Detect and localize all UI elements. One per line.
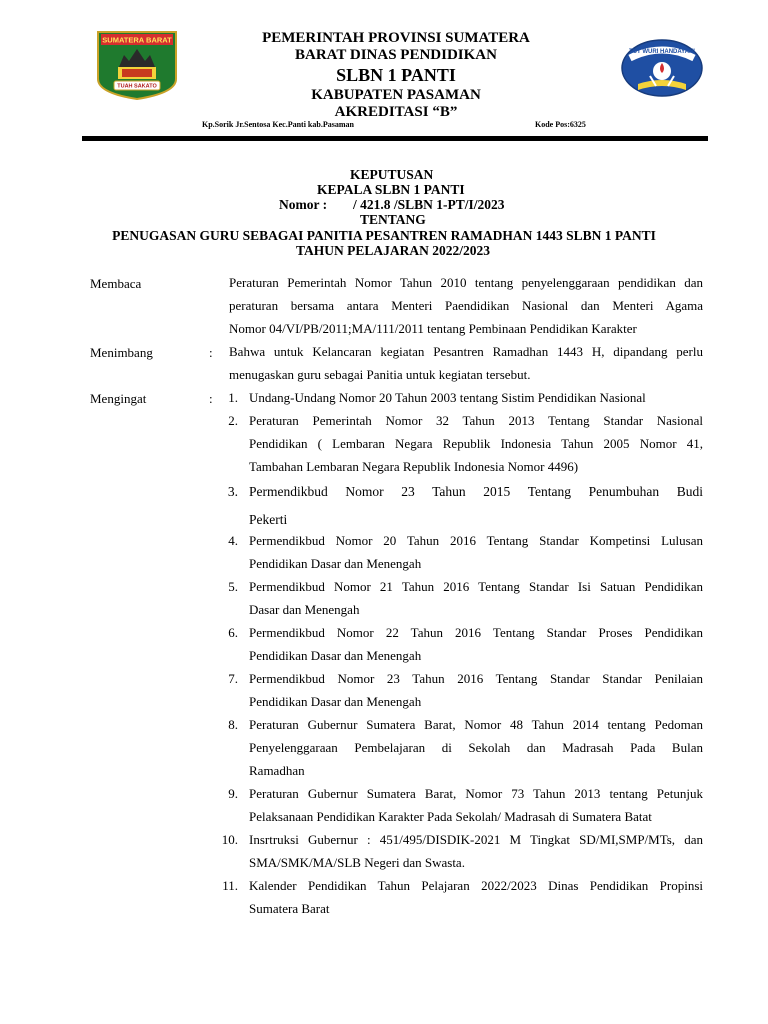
item-number: 7.: [228, 671, 238, 686]
letterhead-address: Kp.Sorik Jr.Sentosa Kec.Panti kab.Pasaman: [202, 120, 354, 129]
item-line: Pekerti: [249, 512, 288, 527]
letterhead-postcode: Kode Pos:6325: [535, 120, 586, 129]
mengingat-colon: :: [209, 391, 213, 406]
decree-subject-line2: TAHUN PELAJARAN 2022/2023: [296, 243, 491, 258]
item-line: Ramadhan: [249, 763, 305, 778]
item-line: Penyelenggaraan Pembelajaran di Sekolah dan Madrasah Pada Bulan: [249, 740, 703, 755]
item-line: Pendidikan Dasar dan Menengah: [249, 648, 422, 663]
item-line: Permendikbud Nomor 23 Tahun 2015 Tentang Penumbuhan Budi: [249, 484, 703, 499]
item-number: 5.: [228, 579, 238, 594]
membaca-label: Membaca: [90, 276, 142, 291]
item-number: 8.: [228, 717, 238, 732]
mengingat-label: Mengingat: [90, 391, 147, 406]
item-number: 6.: [228, 625, 238, 640]
item-line: Tambahan Lembaran Negara Republik Indonesia Nomor 4496): [249, 459, 579, 474]
sumatera-barat-emblem-logo: [94, 29, 180, 101]
item-line: Peraturan Gubernur Sumatera Barat, Nomor 48 Tahun 2014 tentang Pedoman: [249, 717, 703, 732]
emblem-banner-text: SUMATERA BARAT: [102, 35, 172, 45]
decree-number-label: Nomor :: [279, 197, 328, 212]
item-number: 9.: [228, 786, 238, 801]
item-number: 10.: [221, 832, 238, 847]
item-line: Kalender Pendidikan Tahun Pelajaran 2022/2023 Dinas Pendidikan Propinsi: [249, 878, 703, 893]
decree-issuer: KEPALA SLBN 1 PANTI: [317, 182, 465, 197]
item-line: Sumatera Barat: [249, 901, 330, 916]
membaca-text: [229, 271, 703, 340]
item-line: Pelaksanaan Pendidikan Karakter Pada Sekolah/ Madrasah di Sumatera Batat: [249, 809, 652, 824]
item-line: Peraturan Pemerintah Nomor 32 Tahun 2013 Tentang Standar Nasional: [249, 413, 703, 428]
tut-wuri-handayani-logo: [620, 38, 704, 98]
letterhead-government: PEMERINTAH PROVINSI SUMATERA: [262, 30, 530, 46]
item-line: SMA/SMK/MA/SLB Negeri dan Swasta.: [249, 855, 465, 870]
decree-number-value: / 421.8 /SLBN 1-PT/I/2023: [353, 197, 505, 212]
membaca-line: peraturan bersama antara Menteri Paendidikan Nasional dan Menteri Agama: [229, 298, 703, 313]
item-line: Peraturan Gubernur Sumatera Barat, Nomor 73 Tahun 2013 tentang Petunjuk: [249, 786, 703, 801]
decree-about: TENTANG: [360, 212, 426, 227]
membaca-line: Peraturan Pemerintah Nomor Tahun 2010 tentang penyelenggaraan pendidikan dan: [229, 275, 703, 290]
item-number: 2.: [228, 413, 238, 428]
item-line: Permendikbud Nomor 21 Tahun 2016 Tentang Standar Isi Satuan Pendidikan: [249, 579, 703, 594]
letterhead-divider: [82, 136, 708, 141]
item-line: Insrtruksi Gubernur : 451/495/DISDIK-2021 M Tingkat SD/MI,SMP/MTs, dan: [249, 832, 703, 847]
emblem-ribbon-text: TUAH SAKATO: [117, 83, 157, 90]
menimbang-text: [229, 340, 703, 386]
letterhead-accreditation: AKREDITASI “B”: [334, 104, 458, 120]
item-line: Pendidikan Dasar dan Menengah: [249, 694, 422, 709]
item-line: Permendikbud Nomor 23 Tahun 2016 Tentang Standar Standar Penilaian: [249, 671, 703, 686]
letterhead-regency: KABUPATEN PASAMAN: [311, 87, 481, 103]
letterhead-school-name: SLBN 1 PANTI: [336, 65, 456, 85]
item-line: Permendikbud Nomor 22 Tahun 2016 Tentang Standar Proses Pendidikan: [249, 625, 703, 640]
item-line: Permendikbud Nomor 20 Tahun 2016 Tentang Standar Kompetinsi Lulusan: [249, 533, 703, 548]
menimbang-line: menugaskan guru sebagai Panitia untuk kegiatan tersebut.: [229, 367, 531, 382]
decree-subject-line1: PENUGASAN GURU SEBAGAI PANITIA PESANTREN RAMADHAN 1443 SLBN 1 PANTI: [112, 228, 656, 243]
letterhead-department: BARAT DINAS PENDIDIKAN: [295, 47, 497, 63]
item-line: Dasar dan Menengah: [249, 602, 360, 617]
menimbang-colon: :: [209, 345, 213, 360]
membaca-line: Nomor 04/VI/PB/2011;MA/111/2011 tentang Pembinaan Pendidikan Karakter: [229, 321, 637, 336]
menimbang-label: Menimbang: [90, 345, 153, 360]
item-number: 4.: [228, 533, 238, 548]
decree-heading: KEPUTUSAN: [350, 167, 434, 182]
item-number: 3.: [227, 484, 238, 499]
logo-motto-text: TUT WURI HANDAYANI: [629, 49, 695, 55]
item-number: 1.: [228, 390, 238, 405]
item-number: 11.: [222, 878, 238, 893]
menimbang-line: Bahwa untuk Kelancaran kegiatan Pesantren Ramadhan 1443 H, dipandang perlu: [229, 344, 703, 359]
item-line: Pendidikan ( Lembaran Negara Republik Indonesia Tahun 2005 Nomor 41,: [249, 436, 703, 451]
item-line: Pendidikan Dasar dan Menengah: [249, 556, 422, 571]
letterhead: [200, 30, 592, 121]
item-line: Undang-Undang Nomor 20 Tahun 2003 tentang Sistim Pendidikan Nasional: [249, 390, 646, 405]
